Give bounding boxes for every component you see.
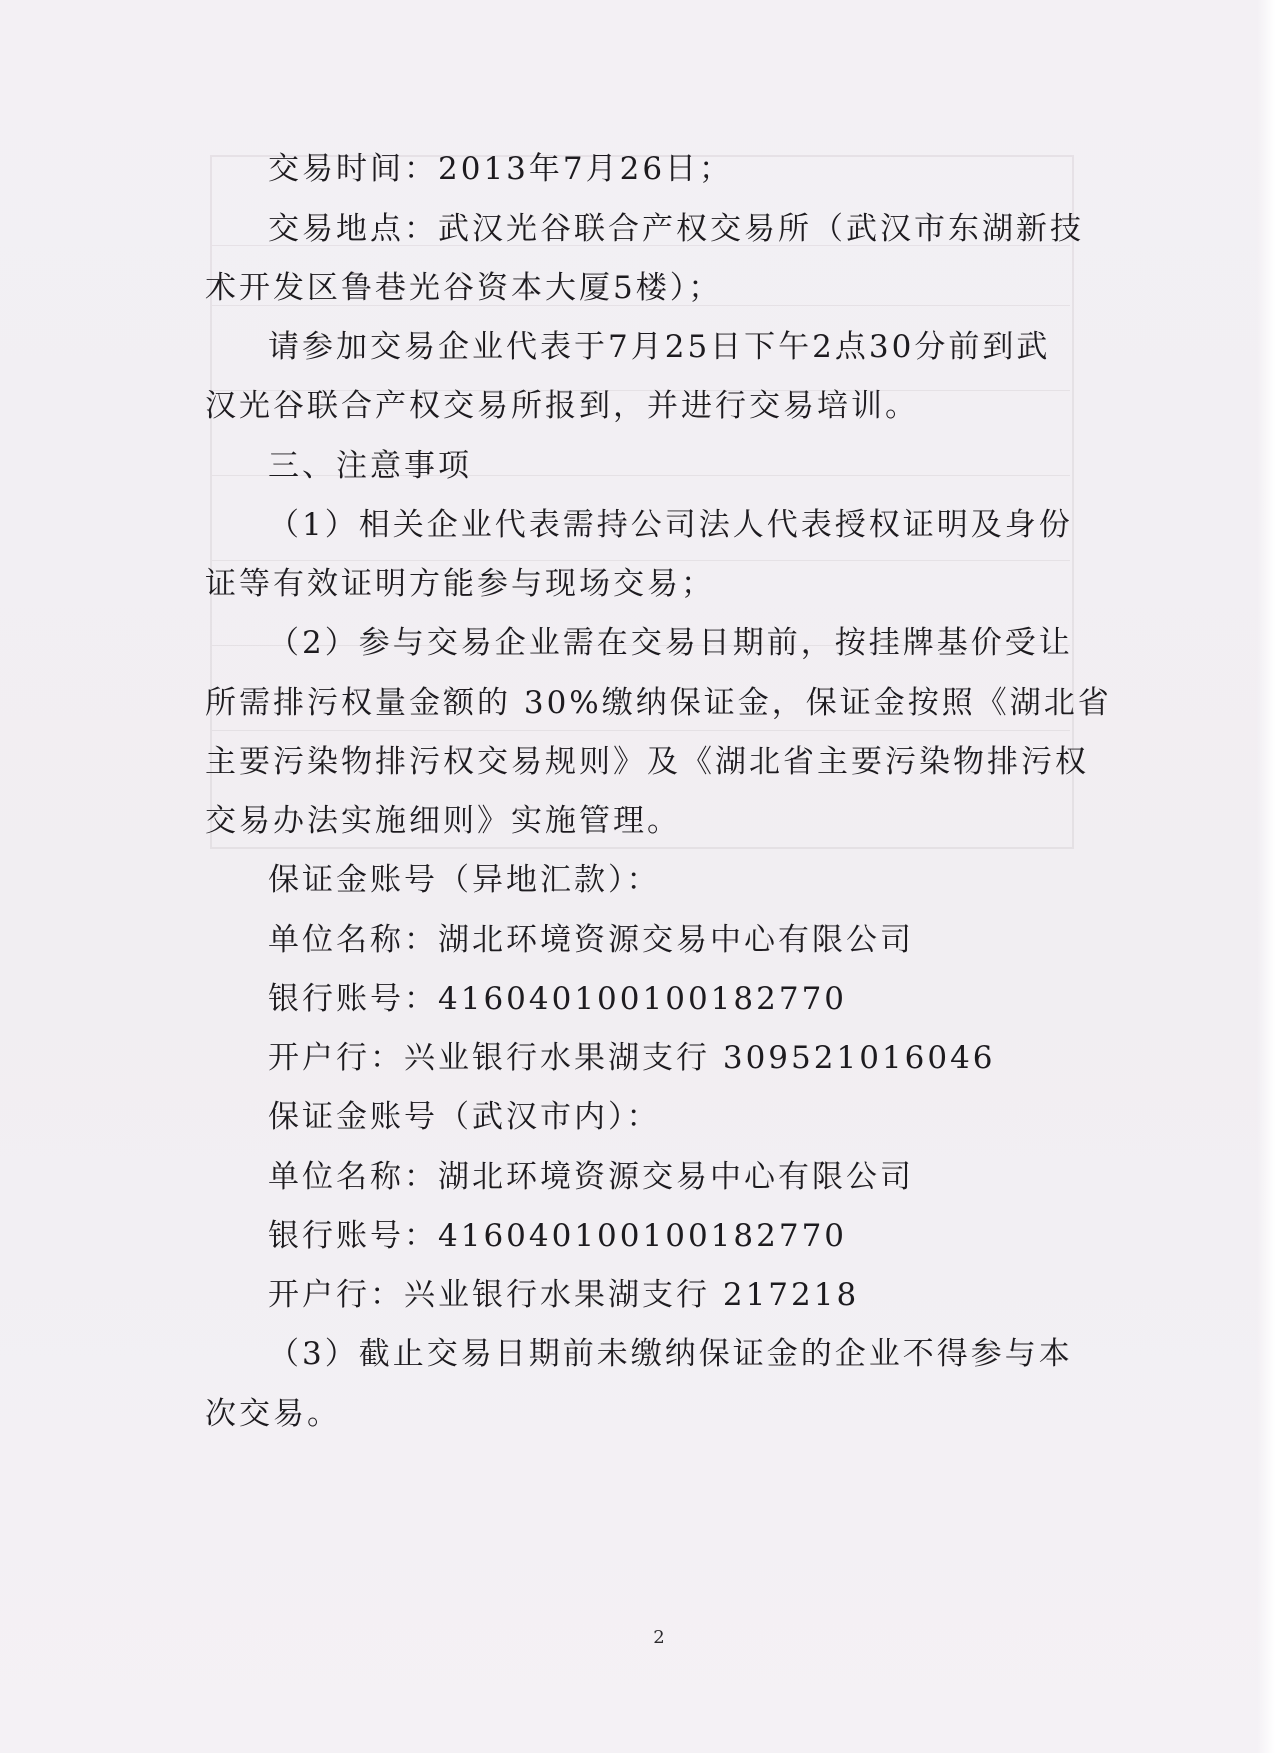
remote-account-number: 银行账号：416040100100182770	[268, 981, 848, 1017]
note-2-line: （2）参与交易企业需在交易日期前，按挂牌基价受让	[268, 625, 1073, 661]
registration-line: 请参加交易企业代表于7月25日下午2点30分前到武	[268, 329, 1051, 365]
note-3-line: （3）截止交易日期前未缴纳保证金的企业不得参与本	[268, 1336, 1073, 1372]
note-2-line-continued: 交易办法实施细则》实施管理。	[205, 803, 681, 839]
page-number: 2	[653, 1627, 665, 1648]
section-heading-notes: 三、注意事项	[268, 448, 472, 484]
note-1-line-continued: 证等有效证明方能参与现场交易；	[205, 566, 715, 602]
remote-account-bank: 开户行：兴业银行水果湖支行 309521016046	[268, 1040, 996, 1076]
trade-location-line-continued: 术开发区鲁巷光谷资本大厦5楼）；	[205, 270, 723, 306]
note-2-line-continued: 主要污染物排污权交易规则》及《湖北省主要污染物排污权	[205, 744, 1089, 780]
note-2-line-continued: 所需排污权量金额的 30%缴纳保证金，保证金按照《湖北省	[205, 685, 1112, 721]
remote-account-name: 单位名称：湖北环境资源交易中心有限公司	[268, 922, 914, 958]
trade-location-line: 交易地点：武汉光谷联合产权交易所（武汉市东湖新技	[268, 211, 1084, 247]
note-1-line: （1）相关企业代表需持公司法人代表授权证明及身份	[268, 507, 1073, 543]
local-account-bank: 开户行：兴业银行水果湖支行 217218	[268, 1277, 860, 1313]
local-account-number: 银行账号：416040100100182770	[268, 1218, 848, 1254]
deposit-account-remote-heading: 保证金账号（异地汇款）：	[268, 862, 661, 898]
note-3-line-continued: 次交易。	[205, 1396, 341, 1432]
local-account-name: 单位名称：湖北环境资源交易中心有限公司	[268, 1159, 914, 1195]
trade-time-line: 交易时间：2013年7月26日；	[268, 151, 734, 187]
deposit-account-local-heading: 保证金账号（武汉市内）：	[268, 1099, 661, 1135]
registration-line-continued: 汉光谷联合产权交易所报到，并进行交易培训。	[205, 388, 919, 424]
